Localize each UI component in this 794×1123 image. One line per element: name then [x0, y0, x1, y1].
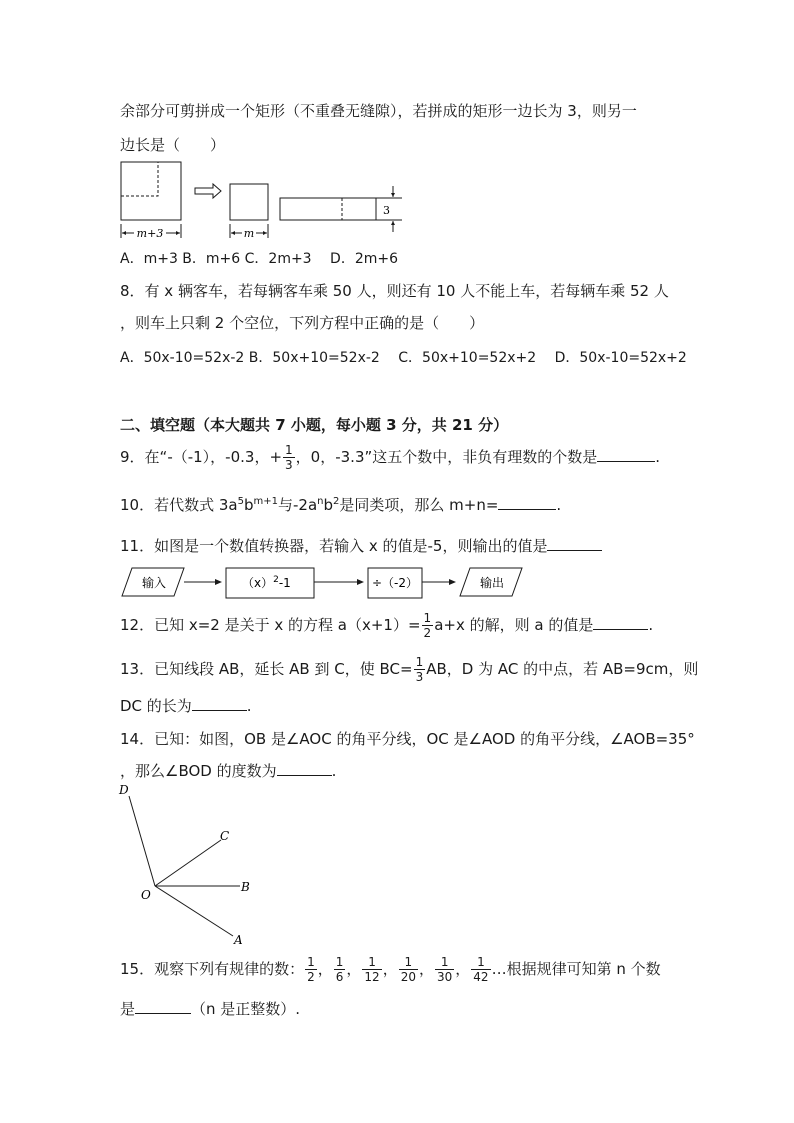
q11-converter-figure [118, 565, 530, 601]
q11-box2: ÷（-2） [371, 576, 419, 590]
q14-label-o: O [141, 888, 151, 902]
q10: 10．若代数式 $3a^5b^{m+1}$与$-2a^nb^2$是同类项，那么 m+n= . [120, 496, 562, 514]
q9-answer-blank[interactable] [597, 447, 655, 462]
q13-line2: DC 的长为 . [120, 697, 252, 715]
q14-label-d: D [119, 783, 129, 797]
q13-fraction: $\frac{1}{3}$ [415, 655, 424, 684]
q15-fraction: $\frac{1}{20}$ [400, 955, 416, 984]
q11-text: 11．如图是一个数值转换器，若输入 x 的值是-5，则输出的值是 [120, 537, 548, 555]
q12-answer-blank[interactable] [593, 615, 648, 630]
q11-output-label: 输出 [479, 576, 505, 590]
q7-line2: 边长是（ ） [120, 136, 226, 154]
q7-fig-label-m3: m+3 [136, 227, 164, 240]
q9-fraction: $\frac{1}{3}$ [285, 443, 293, 472]
q15-fraction: $\frac{1}{12}$ [364, 955, 380, 984]
q14-line1: 14．已知：如图，OB 是∠AOC 的角平分线，OC 是∠AOD 的角平分线，∠AOB=35° [120, 730, 695, 748]
q15-fraction: $\frac{1}{30}$ [437, 955, 453, 984]
q15-line2: 是 （n 是正整数）. [120, 1000, 301, 1018]
q14-line2: ，那么∠BOD 的度数为 . [120, 762, 337, 780]
section-title: 二、填空题（本大题共 7 小题，每小题 3 分，共 21 分） [120, 416, 509, 434]
q12: 12．已知 x=2 是关于 x 的方程 a（x+1）= $\frac{1}{2}$ a+x 的解，则 a 的值是 . [120, 611, 654, 640]
q14-answer-blank[interactable] [277, 761, 332, 776]
q7-options: A．m+3 B．m+6 C．2m+3 D．2m+6 [120, 251, 399, 267]
q15-fraction: $\frac{1}{2}$ [307, 955, 315, 984]
q15: 15．观察下列有规律的数： $\frac{1}{2}$ ， $\frac{1}{6}$ ， $\frac{1}{12}$ ， $\frac{1}{20}$ ， $\frac{1}{30}$ ， $\frac{1}{42}$ …根据规律可知第 n 个数 [120, 955, 661, 984]
q14-label-b: B [241, 880, 250, 894]
q13-answer-blank[interactable] [192, 696, 247, 711]
q15-fraction: $\frac{1}{6}$ [335, 955, 344, 984]
q15-answer-blank[interactable] [135, 999, 191, 1014]
q14-angle-figure [115, 780, 265, 948]
q9: 9．在“-（-1），-0.3，+ $\frac{1}{3}$ ，0，-3.3”这五个数中，非负有理数的个数是 . [120, 443, 661, 472]
q13: 13．已知线段 AB，延长 AB 到 C，使 BC= $\frac{1}{3}$ AB，D 为 AC 的中点，若 AB=9cm，则 [120, 655, 699, 684]
q14-label-c: C [220, 829, 230, 843]
q8-line2: ，则车上只剩 2 个空位，下列方程中正确的是（ ） [120, 314, 485, 332]
q7-line1: 余部分可剪拼成一个矩形（不重叠无缝隙），若拼成的矩形一边长为 3，则另一 [120, 102, 637, 120]
q15-fraction-sequence: $\frac{1}{2}$ ， $\frac{1}{6}$ ， $\frac{1}{12}$ ， $\frac{1}{20}$ ， $\frac{1}{30}$ ， $\frac{1}{42}$ [307, 955, 489, 984]
q11-box1: $(x)^2-1$ [242, 575, 291, 590]
q11-input-label: 输入 [141, 576, 167, 590]
q10-answer-blank[interactable] [498, 495, 556, 510]
q11 [120, 535, 602, 556]
q11-answer-blank[interactable] [547, 536, 602, 551]
q8-line1: 8．有 x 辆客车，若每辆客车乘 50 人，则还有 10 人不能上车，若每辆车乘 52 人 [120, 282, 669, 300]
q7-figure [118, 160, 408, 242]
q12-fraction: $\frac{1}{2}$ [423, 611, 432, 640]
q7-fig-label-m: m [243, 227, 255, 240]
q8-options: A．50x-10=52x-2 B．50x+10=52x-2 C．50x+10=52x+2 D．50x-10=52x+2 [120, 350, 687, 366]
q7-fig-label-3: 3 [383, 204, 390, 217]
q9-after: ，0，-3.3”这五个数中，非负有理数的个数是 [295, 448, 598, 466]
q15-fraction: $\frac{1}{42}$ [473, 955, 489, 984]
q9-before: 9．在“-（-1），-0.3，+ [120, 448, 283, 466]
q14-label-a: A [234, 933, 243, 947]
